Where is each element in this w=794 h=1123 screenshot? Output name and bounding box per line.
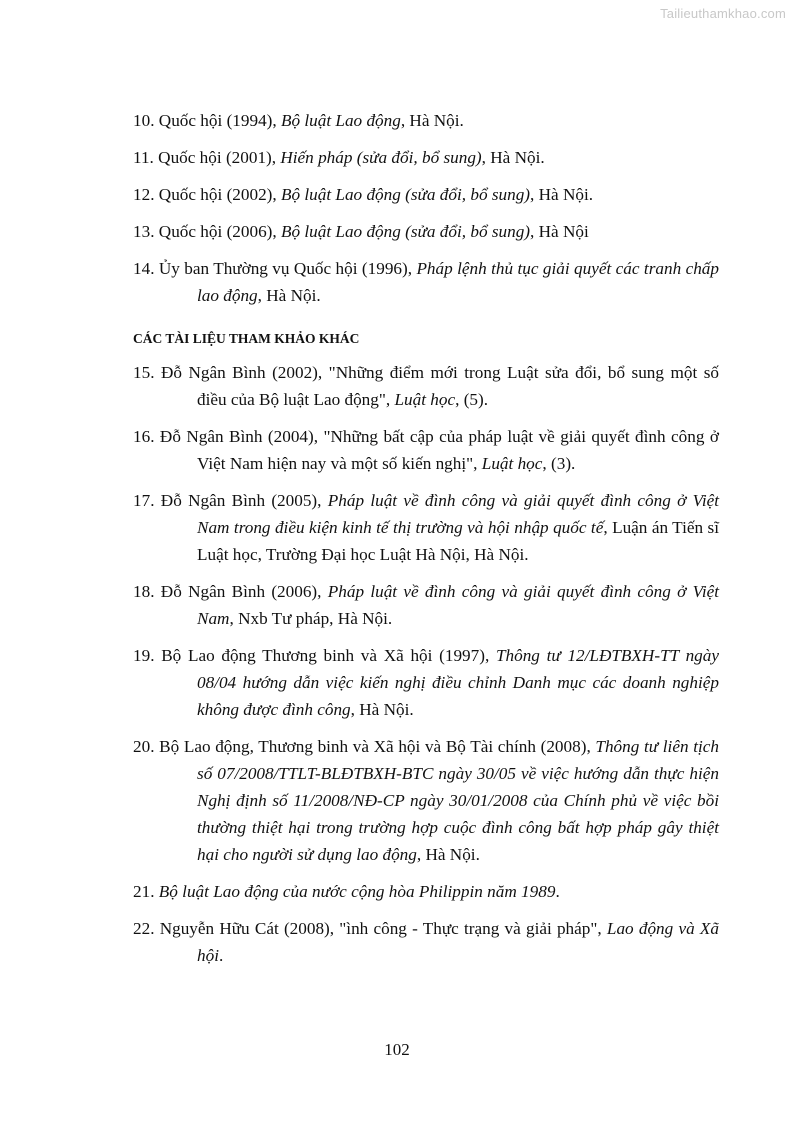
section-heading: CÁC TÀI LIỆU THAM KHẢO KHÁC <box>133 331 360 346</box>
reference-item-22: 22. Nguyễn Hữu Cát (2008), "ình công - Thực trạng và giải pháp", Lao động và Xã hội. <box>133 919 719 965</box>
reference-item-11: 11. Quốc hội (2001), Hiến pháp (sửa đổi, bổ sung), Hà Nội. <box>133 148 545 167</box>
reference-list <box>133 107 719 979</box>
reference-item-14: 14. Ủy ban Thường vụ Quốc hội (1996), Pháp lệnh thủ tục giải quyết các tranh chấp lao động, Hà Nội. <box>133 259 719 305</box>
reference-item-15: 15. Đỗ Ngân Bình (2002), "Những điểm mới trong Luật sửa đổi, bổ sung một số điều của Bộ luật Lao động", Luật học, (5). <box>133 363 719 409</box>
reference-item-12: 12. Quốc hội (2002), Bộ luật Lao động (sửa đổi, bổ sung), Hà Nội. <box>133 185 594 204</box>
reference-item-20: 20. Bộ Lao động, Thương binh và Xã hội và Bộ Tài chính (2008), Thông tư liên tịch số 07/2008/TTLT-BLĐTBXH-BTC ngày 30/05 về việc hướng dẫn thực hiện Nghị định số 11/2008/NĐ-CP ngày 30/01/2008 của Chính phủ về việc bồi thường thiệt hại trong trường hợp cuộc đình công bất hợp pháp gây thiệt hại cho người sử dụng lao động, Hà Nội. <box>133 737 719 864</box>
reference-item-16: 16. Đỗ Ngân Bình (2004), "Những bất cập của pháp luật về giải quyết đình công ở Việt Nam hiện nay và một số kiến nghị", Luật học, (3). <box>133 427 719 473</box>
reference-item-19: 19. Bộ Lao động Thương binh và Xã hội (1997), Thông tư 12/LĐTBXH-TT ngày 08/04 hướng dẫn việc kiến nghị điều chỉnh Danh mục các doanh nghiệp không được đình công, Hà Nội. <box>133 646 719 719</box>
reference-item-10: 10. Quốc hội (1994), Bộ luật Lao động, Hà Nội. <box>133 111 464 130</box>
reference-item-13: 13. Quốc hội (2006), Bộ luật Lao động (sửa đổi, bổ sung), Hà Nội <box>133 222 589 241</box>
reference-item-18: 18. Đỗ Ngân Bình (2006), Pháp luật về đình công và giải quyết đình công ở Việt Nam, Nxb Tư pháp, Hà Nội. <box>133 582 720 628</box>
reference-item-17: 17. Đỗ Ngân Bình (2005), Pháp luật về đình công và giải quyết đình công ở Việt Nam trong điều kiện kinh tế thị trường và hội nhập quốc tế, Luận án Tiến sĩ Luật học, Trường Đại học Luật Hà Nội, Hà Nội. <box>133 491 720 564</box>
watermark: Tailieuthamkhao.com <box>660 6 786 21</box>
reference-item-21: 21. Bộ luật Lao động của nước cộng hòa Philippin năm 1989. <box>133 882 560 901</box>
page-number: 102 <box>384 1040 410 1059</box>
